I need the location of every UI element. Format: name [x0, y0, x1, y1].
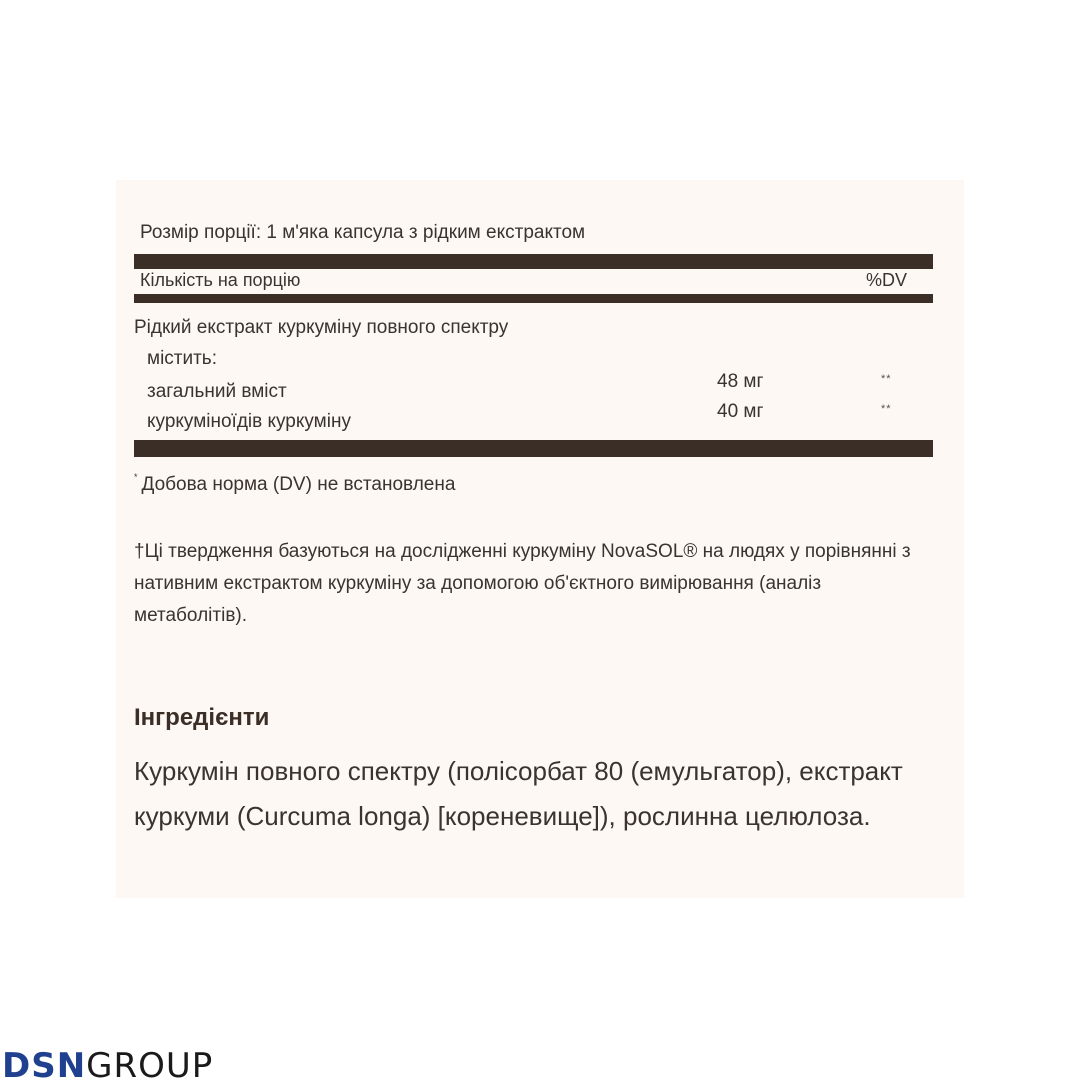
nutrient-quantity: 40 мг [717, 401, 764, 422]
dsngroup-logo [2, 1048, 213, 1084]
logo-part-group: GROUP [86, 1046, 214, 1086]
divider-thick-top [134, 254, 933, 269]
nutrient-row-label: загальний вміст [147, 381, 287, 402]
logo-part-dsn: DSN [2, 1046, 87, 1086]
amount-per-serving-header: Кількість на порцію [140, 270, 301, 290]
nutrient-row-label: Рідкий екстракт куркуміну повного спектру [134, 317, 509, 338]
divider-thick-bottom [134, 440, 933, 457]
dv-footnote [134, 474, 455, 496]
serving-size: Розмір порції: 1 м'яка капсула з рідким екстрактом [140, 222, 586, 243]
dv-value: ** [881, 373, 892, 385]
ingredients-text: Куркумін повного спектру (полісорбат 80 (емульгатор), екстракт куркуми (Curcuma longa) [кореневище]), рослинна целюлоза. [134, 756, 903, 831]
dv-value: ** [881, 403, 892, 415]
claim-statement: †Ці твердження базуються на дослідженні куркуміну NovaSOL® на людях у порівнянні з нативним екстрактом куркуміну за допомогою об'єктного вимірювання (аналіз метаболітів). [134, 541, 911, 626]
footnote-mark: * [134, 472, 138, 482]
nutrient-row-label: куркуміноїдів куркуміну [147, 411, 351, 432]
ingredients-title: Інгредієнти [134, 704, 270, 731]
divider-medium [134, 294, 933, 303]
footnote-text: Добова норма (DV) не встановлена [141, 474, 456, 495]
dv-header: %DV [866, 270, 908, 290]
nutrient-quantity: 48 мг [717, 371, 764, 392]
nutrient-row-label: містить: [147, 348, 217, 369]
